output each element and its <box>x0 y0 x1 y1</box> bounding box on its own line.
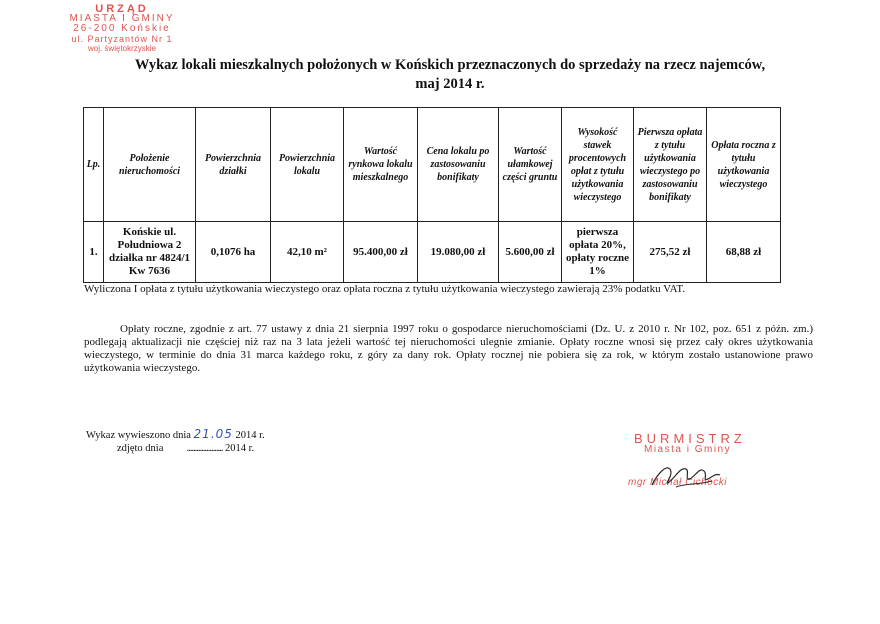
paragraph-text: Opłaty roczne, zgodnie z art. 77 ustawy z dnia 21 sierpnia 1997 roku o gospodarce nieruchomościami (Dz. U. z 2010 r. Nr 102, poz. 651 z późn. zm.) podlegają aktualizacji nie częściej niż raz na 3 lata jeżeli wartość tej nieruchomości ulegnie zmianie. Opłaty roczne wnosi się przez cały okres użytkowania wieczystego, w terminie do dnia 31 marca każdego roku, z góry za dany rok. Opłaty rocznej nie pobiera się za rok, w którym zostało ustanowione prawo użytkowania wieczystego. <box>84 323 813 374</box>
header-plot-area: Powierzchnia działki <box>196 108 271 222</box>
removed-row <box>86 442 265 455</box>
cell-lp: 1. <box>84 222 104 283</box>
cell-rates: pierwsza opłata 20%, opłaty roczne 1% <box>562 222 634 283</box>
header-rates: Wysokość stawek procentowych opłat z tytułu użytkowania wieczystego <box>562 108 634 222</box>
table-row <box>84 222 781 283</box>
mayor-stamp-line-2: Miasta i Gminy <box>644 444 732 455</box>
header-market-value: Wartość rynkowa lokalu mieszkalnego <box>344 108 418 222</box>
title-line-1: Wykaz lokali mieszkalnych położonych w Końskich przeznaczonych do sprzedaży na rzecz najemców, <box>134 57 766 73</box>
signature-icon <box>646 455 726 495</box>
removed-dots: ...................... <box>186 443 223 454</box>
header-unit-area: Powierzchnia lokalu <box>271 108 344 222</box>
header-price-after-discount: Cena lokalu po zastosowaniu bonifikaty <box>418 108 499 222</box>
cell-plot-area: 0,1076 ha <box>196 222 271 283</box>
posted-label: Wykaz wywieszono dnia <box>86 430 191 441</box>
vat-note: Wyliczona I opłata z tytułu użytkowania wieczystego oraz opłata roczna z tytułu użytkowania wieczystego zawierają 23% podatku VAT. <box>84 283 686 295</box>
header-lp: Lp. <box>84 108 104 222</box>
cell-unit-area: 42,10 m² <box>271 222 344 283</box>
cell-price-after-discount: 19.080,00 zł <box>418 222 499 283</box>
document-title <box>100 56 800 94</box>
cell-market-value: 95.400,00 zł <box>344 222 418 283</box>
header-annual-fee: Opłata roczna z tytułu użytkowania wieczystego <box>707 108 781 222</box>
title-line-2: maj 2014 r. <box>415 76 485 92</box>
property-table <box>83 107 781 283</box>
header-land-share-value: Wartość ułamkowej części gruntu <box>499 108 562 222</box>
removed-year: 2014 r. <box>224 443 255 454</box>
header-first-fee: Pierwsza opłata z tytułu użytkowania wieczystego po zastosowaniu bonifikaty <box>634 108 707 222</box>
mayor-stamp-line-3: mgr Michał Cichocki <box>628 477 727 488</box>
posting-info <box>86 428 265 455</box>
cell-location: Końskie ul. Południowa 2 działka nr 4824/1 Kw 7636 <box>104 222 196 283</box>
posted-row <box>86 428 265 442</box>
posted-year: 2014 r. <box>235 430 265 441</box>
header-location: Położenie nieruchomości <box>104 108 196 222</box>
mayor-stamp-line-1: BURMISTRZ <box>634 431 746 446</box>
removed-label: zdjęto dnia <box>117 443 164 454</box>
stamp-line-2: MIASTA I GMINY <box>69 13 175 24</box>
cell-annual-fee: 68,88 zł <box>707 222 781 283</box>
table-header-row <box>84 108 781 222</box>
stamp-line-5: woj. świętokrzyskie <box>87 44 156 53</box>
stamp-line-1: URZĄD <box>95 3 149 15</box>
stamp-line-4: ul. Partyzantów Nr 1 <box>71 34 173 44</box>
cell-land-share-value: 5.600,00 zł <box>499 222 562 283</box>
stamp-line-3: 26-200 Końskie <box>73 23 171 34</box>
office-stamp <box>58 4 186 54</box>
posted-date: 21.05 <box>193 427 233 441</box>
fees-paragraph <box>84 323 813 375</box>
cell-first-fee: 275,52 zł <box>634 222 707 283</box>
